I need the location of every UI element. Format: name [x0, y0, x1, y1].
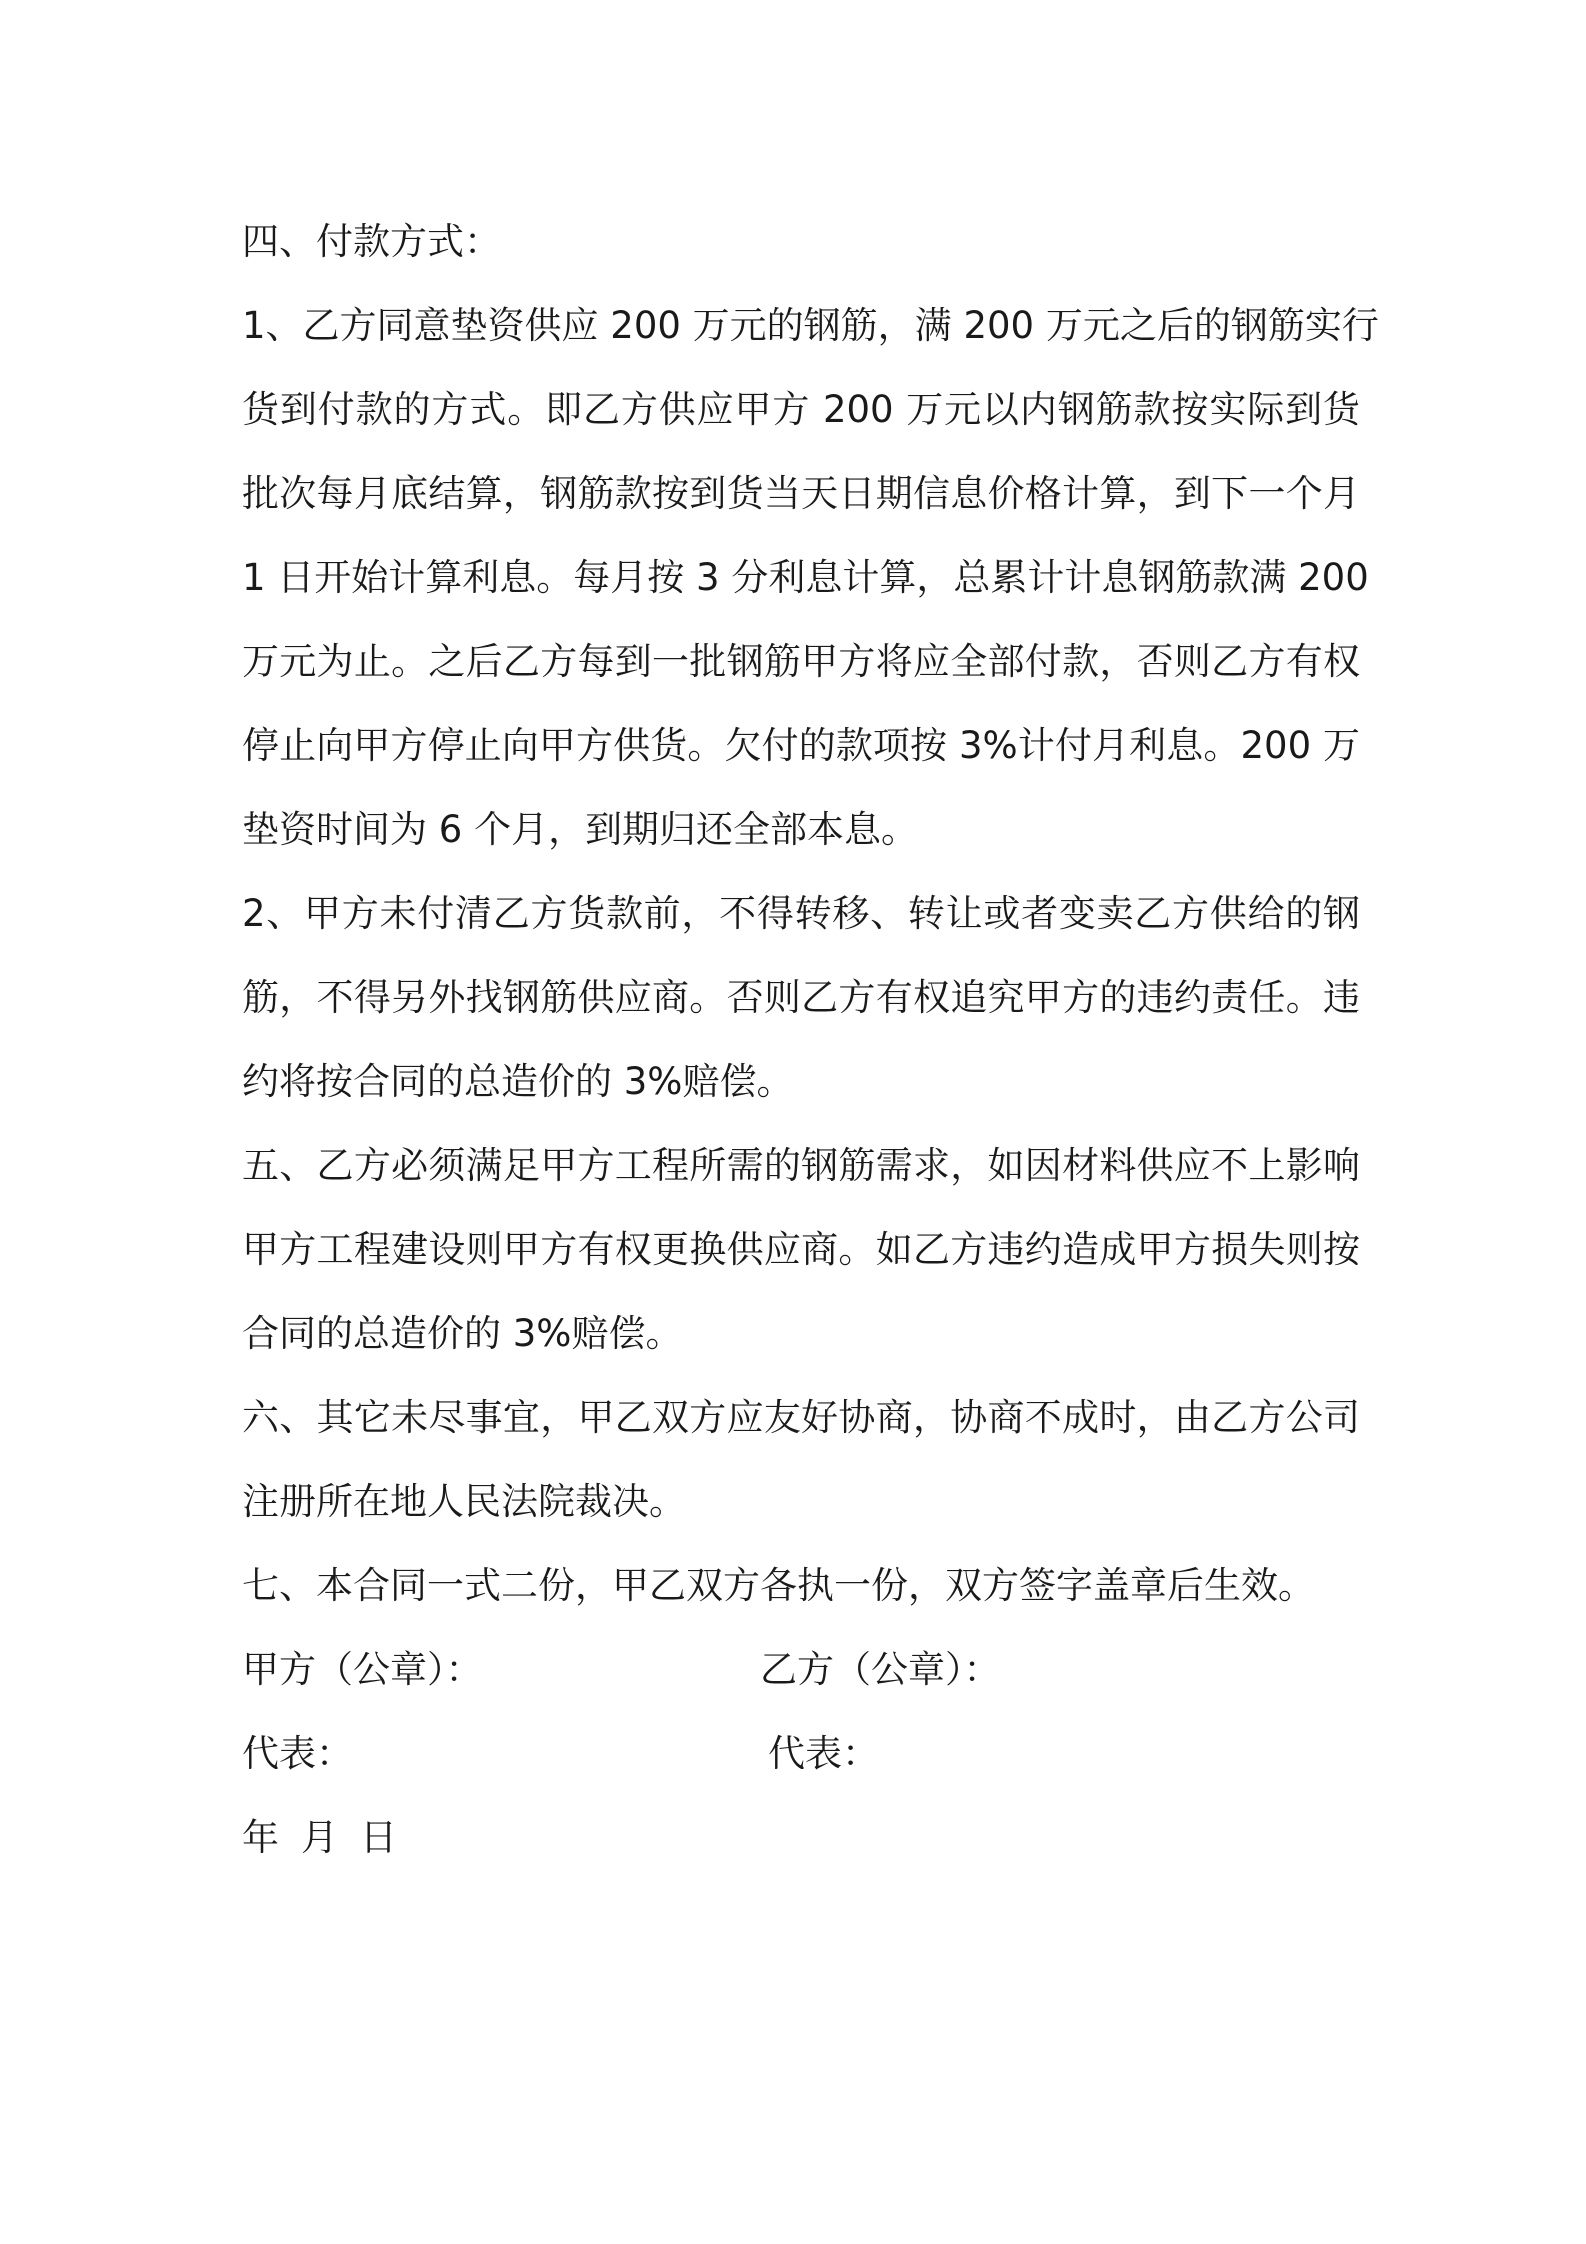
date-row — [242, 1796, 1360, 1880]
date-day-label: 日 — [360, 1816, 397, 1859]
clause-line: 甲方工程建设则甲方有权更换供应商。如乙方违约造成甲方损失则按 — [242, 1228, 1360, 1271]
section-heading: 四、付款方式： — [242, 220, 501, 263]
date-month-label: 月 — [301, 1816, 338, 1859]
clause-seven — [242, 1544, 1360, 1628]
party-b-seal-label: 乙方（公章）： — [760, 1648, 1001, 1691]
party-a-rep-label: 代表： — [242, 1732, 353, 1775]
clause-line: 万元为止。之后乙方每到一批钢筋甲方将应全部付款，否则乙方有权 — [242, 640, 1360, 683]
clause-line: 注册所在地人民法院裁决。 — [242, 1480, 686, 1523]
party-a-seal-label: 甲方（公章）： — [242, 1648, 483, 1691]
clause-line: 合同的总造价的 3%赔偿。 — [242, 1312, 683, 1355]
clause-five — [242, 1124, 1360, 1376]
date-year-label: 年 — [242, 1816, 279, 1859]
clause-line: 批次每月底结算，钢筋款按到货当天日期信息价格计算，到下一个月 — [242, 472, 1360, 515]
clause-line: 货到付款的方式。即乙方供应甲方 200 万元以内钢筋款按实际到货 — [242, 388, 1360, 431]
section-payment-heading — [242, 200, 1360, 284]
clause-line: 2、甲方未付清乙方货款前，不得转移、转让或者变卖乙方供给的钢 — [242, 892, 1360, 935]
clause-line: 筋，不得另外找钢筋供应商。否则乙方有权追究甲方的违约责任。违 — [242, 976, 1360, 1019]
clause-1 — [242, 284, 1379, 872]
clause-six — [242, 1376, 1360, 1544]
representative-row — [242, 1712, 1360, 1796]
clause-line: 六、其它未尽事宜，甲乙双方应友好协商，协商不成时，由乙方公司 — [242, 1396, 1360, 1439]
clause-line: 约将按合同的总造价的 3%赔偿。 — [242, 1060, 794, 1103]
clause-line: 1、乙方同意垫资供应 200 万元的钢筋，满 200 万元之后的钢筋实行 — [242, 304, 1379, 347]
clause-line: 停止向甲方停止向甲方供货。欠付的款项按 3%计付月利息。200 万 — [242, 724, 1360, 767]
contract-page — [242, 200, 1379, 1880]
clause-line: 五、乙方必须满足甲方工程所需的钢筋需求，如因材料供应不上影响 — [242, 1144, 1360, 1187]
seal-row — [242, 1628, 1360, 1712]
clause-line: 垫资时间为 6 个月，到期归还全部本息。 — [242, 808, 919, 851]
party-b-rep-label: 代表： — [768, 1732, 879, 1775]
clause-line: 1 日开始计算利息。每月按 3 分利息计算，总累计计息钢筋款满 200 — [242, 556, 1369, 599]
clause-line: 七、本合同一式二份，甲乙双方各执一份，双方签字盖章后生效。 — [242, 1564, 1315, 1607]
clause-2 — [242, 872, 1360, 1124]
